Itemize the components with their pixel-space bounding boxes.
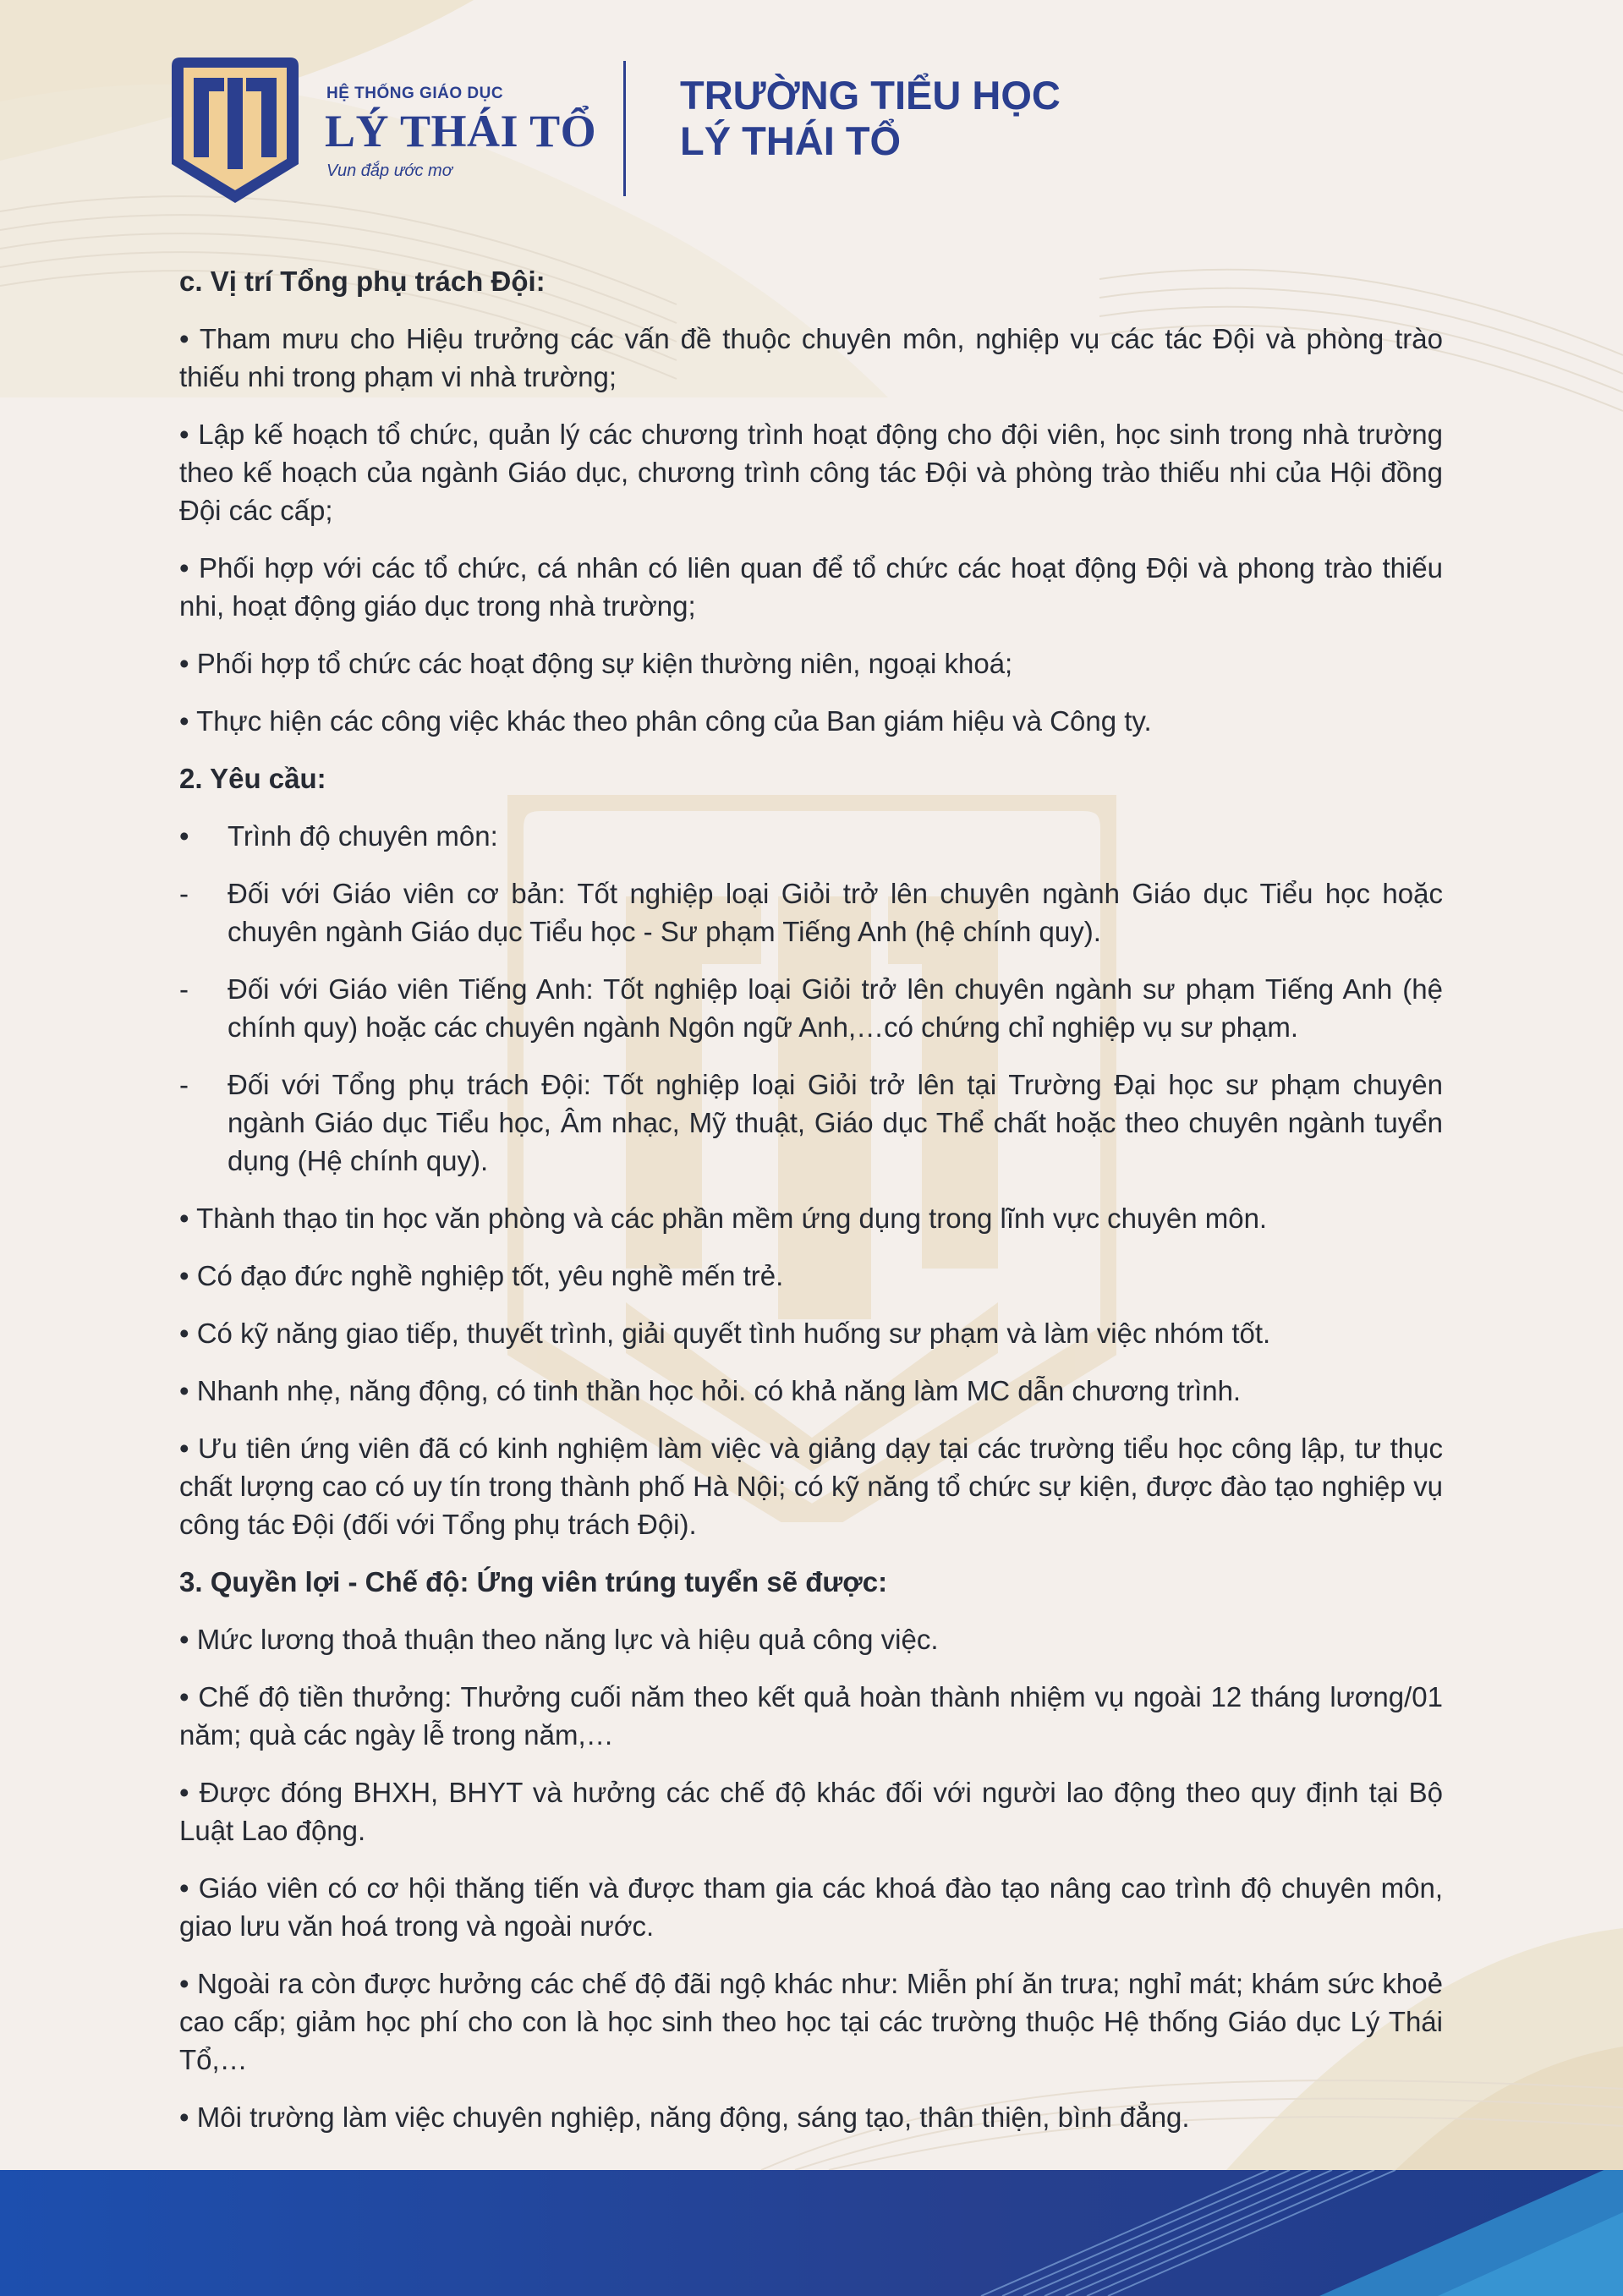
section-2-item: • Thành thạo tin học văn phòng và các phần mềm ứng dụng trong lĩnh vực chuyên môn.: [179, 1203, 1268, 1234]
section-2-item: • Nhanh nhẹ, năng động, có tinh thần học hỏi. có khả năng làm MC dẫn chương trình.: [179, 1375, 1242, 1406]
section-c-item: • Thực hiện các công việc khác theo phân công của Ban giám hiệu và Công ty.: [179, 705, 1152, 737]
section-3-item: • Chế độ tiền thưởng: Thưởng cuối năm theo kết quả hoàn thành nhiệm vụ ngoài 12 tháng lương/01 năm; quà các ngày lễ trong năm,…: [179, 1681, 1443, 1751]
school-name: [680, 73, 1061, 164]
section-3-title: 3. Quyền lợi - Chế độ: Ứng viên trúng tuyển sẽ được:: [179, 1566, 888, 1597]
section-c-item: • Phối hợp tổ chức các hoạt động sự kiện thường niên, ngoại khoá;: [179, 648, 1013, 679]
brand-name: LÝ THÁI TỔ: [325, 106, 597, 156]
brand-system-label: HỆ THỐNG GIÁO DỤC: [326, 85, 504, 102]
section-2-item: • Có đạo đức nghề nghiệp tốt, yêu nghề mến trẻ.: [179, 1260, 784, 1291]
section-2-item: • Có kỹ năng giao tiếp, thuyết trình, giải quyết tình huống sư phạm và làm việc nhóm tốt.: [179, 1318, 1271, 1349]
section-2-title: 2. Yêu cầu:: [179, 763, 326, 794]
section-3-item: • Mức lương thoả thuận theo năng lực và hiệu quả công việc.: [179, 1624, 939, 1655]
dash-item-text: Đối với Tổng phụ trách Đội: Tốt nghiệp loại Giỏi trở lên tại Trường Đại học sư phạm chuyên ngành Giáo dục Tiểu học, Âm nhạc, Mỹ thuật, Giáo dục Thể chất hoặc theo chuyên ngành tuyển dụng (Hệ chính quy).: [228, 1069, 1443, 1176]
document-body: [179, 262, 1443, 2156]
dash-marker: -: [179, 878, 189, 909]
footer-band: [0, 2170, 1623, 2296]
dash-item-text: Đối với Giáo viên cơ bản: Tốt nghiệp loại Giỏi trở lên chuyên ngành Giáo dục Tiểu học hoặc chuyên ngành Giáo dục Tiểu học - Sư phạm Tiếng Anh (hệ chính quy).: [228, 878, 1443, 947]
section-c-title: c. Vị trí Tổng phụ trách Đội:: [179, 266, 546, 297]
brand-slogan: Vun đắp ước mơ: [326, 162, 452, 180]
dash-item-text: Đối với Giáo viên Tiếng Anh: Tốt nghiệp loại Giỏi trở lên chuyên ngành sư phạm Tiếng Anh (hệ chính quy) hoặc các chuyên ngành Ngôn ngữ Anh,…có chứng chỉ nghiệp vụ sư phạm.: [228, 973, 1443, 1043]
section-3-item: • Được đóng BHXH, BHYT và hưởng các chế độ khác đối với người lao động theo quy định tại Bộ Luật Lao động.: [179, 1777, 1443, 1846]
section-2-item: • Ưu tiên ứng viên đã có kinh nghiệm làm việc và giảng dạy tại các trường tiểu học công lập, tư thục chất lượng cao có uy tín trong thành phố Hà Nội; có kỹ năng tổ chức sự kiện, được đào tạo nghiệp vụ công tác Đội (đối với Tổng phụ trách Đội).: [179, 1433, 1443, 1540]
school-logo-icon: [172, 58, 299, 203]
section-3-item: • Giáo viên có cơ hội thăng tiến và được tham gia các khoá đào tạo nâng cao trình độ chuyên môn, giao lưu văn hoá trong và ngoài nước.: [179, 1872, 1443, 1942]
section-c-item: • Phối hợp với các tổ chức, cá nhân có liên quan để tổ chức các hoạt động Đội và phong trào thiếu nhi, hoạt động giáo dục trong nhà trường;: [179, 552, 1443, 622]
header: [0, 0, 1623, 220]
section-3-item: • Môi trường làm việc chuyên nghiệp, năng động, sáng tạo, thân thiện, bình đẳng.: [179, 2101, 1190, 2133]
bullet-dot: •: [179, 820, 189, 852]
sub-bullet: [179, 817, 1443, 855]
section-c-item: • Lập kế hoạch tổ chức, quản lý các chương trình hoạt động cho đội viên, học sinh trong nhà trường theo kế hoạch của ngành Giáo dục, chương trình công tác Đội và phòng trào thiếu nhi của Hội đồng Đội các cấp;: [179, 419, 1443, 526]
dash-item: [179, 1066, 1443, 1180]
dash-item: [179, 874, 1443, 951]
sub-bullet-text: Trình độ chuyên môn:: [228, 820, 498, 852]
school-name-line2: LÝ THÁI TỔ: [680, 118, 902, 163]
dash-marker: -: [179, 973, 189, 1005]
dash-item: [179, 970, 1443, 1046]
dash-marker: -: [179, 1069, 189, 1100]
section-3-item: • Ngoài ra còn được hưởng các chế độ đãi ngộ khác như: Miễn phí ăn trưa; nghỉ mát; khám sức khoẻ cao cấp; giảm học phí cho con là học sinh theo học tại các trường thuộc Hệ thống Giáo dục Lý Thái Tổ,…: [179, 1968, 1443, 2075]
header-divider: [623, 61, 626, 196]
school-name-line1: TRƯỜNG TIỂU HỌC: [680, 73, 1061, 118]
section-c-item: • Tham mưu cho Hiệu trưởng các vấn đề thuộc chuyên môn, nghiệp vụ các tác Đội và phòng trào thiếu nhi trong phạm vi nhà trường;: [179, 323, 1443, 392]
